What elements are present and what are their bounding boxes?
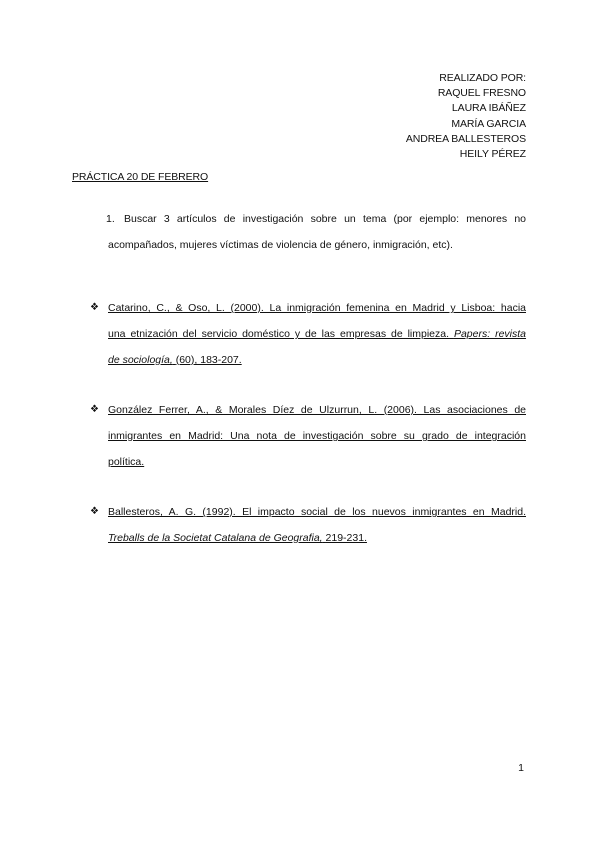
author-name: RAQUEL FRESNO [437, 87, 526, 100]
reference-line [108, 525, 526, 551]
page-number: 1 [518, 762, 524, 774]
author-name: ANDREA BALLESTEROS [405, 132, 526, 145]
reference-line: inmigrantes en Madrid: Una nota de investigación sobre su grado de integración [108, 430, 526, 442]
journal-title: Treballs de la Societat Catalana de Geografia, [108, 532, 323, 544]
reference-item [90, 397, 526, 475]
diamond-bullet-icon: ❖ [90, 302, 99, 313]
author-name: MARÍA GARCIA [451, 117, 526, 130]
author-name: HEILY PÉREZ [459, 148, 526, 161]
diamond-bullet-icon: ❖ [90, 506, 99, 517]
reference-line: política. [108, 456, 145, 468]
reference-text: 219-231. [325, 532, 367, 544]
reference-text: una etnización del servicio doméstico y de las empresas de limpieza. [108, 328, 450, 340]
reference-line: Ballesteros, A. G. (1992). El impacto social de los nuevos inmigrantes en Madrid. [108, 506, 526, 518]
diamond-bullet-icon: ❖ [90, 404, 99, 415]
author-name: LAURA IBÁÑEZ [451, 102, 526, 115]
task-text-line1: Buscar 3 artículos de investigación sobre un tema (por ejemplo: menores no [124, 213, 526, 225]
task-item [108, 206, 526, 258]
reference-item [90, 295, 527, 373]
authors-block [406, 71, 526, 162]
reference-line: Catarino, C., & Oso, L. (2000). La inmigración femenina en Madrid y Lisboa: hacia [108, 302, 526, 314]
reference-line [108, 321, 526, 347]
task-text-line2: acompañados, mujeres víctimas de violencia de género, inmigración, etc). [108, 239, 453, 251]
document-title: PRÁCTICA 20 DE FEBRERO [72, 171, 209, 183]
reference-line: González Ferrer, A., & Morales Díez de Ulzurrun, L. (2006). Las asociaciones de [108, 404, 526, 416]
authors-heading: REALIZADO POR: [439, 72, 526, 84]
journal-title: Papers: revista [453, 328, 527, 340]
task-number: 1. [106, 213, 115, 225]
reference-line [108, 347, 526, 373]
reference-text: (60), 183-207. [175, 354, 242, 366]
journal-title: de sociología, [108, 354, 173, 366]
reference-item [90, 499, 526, 551]
